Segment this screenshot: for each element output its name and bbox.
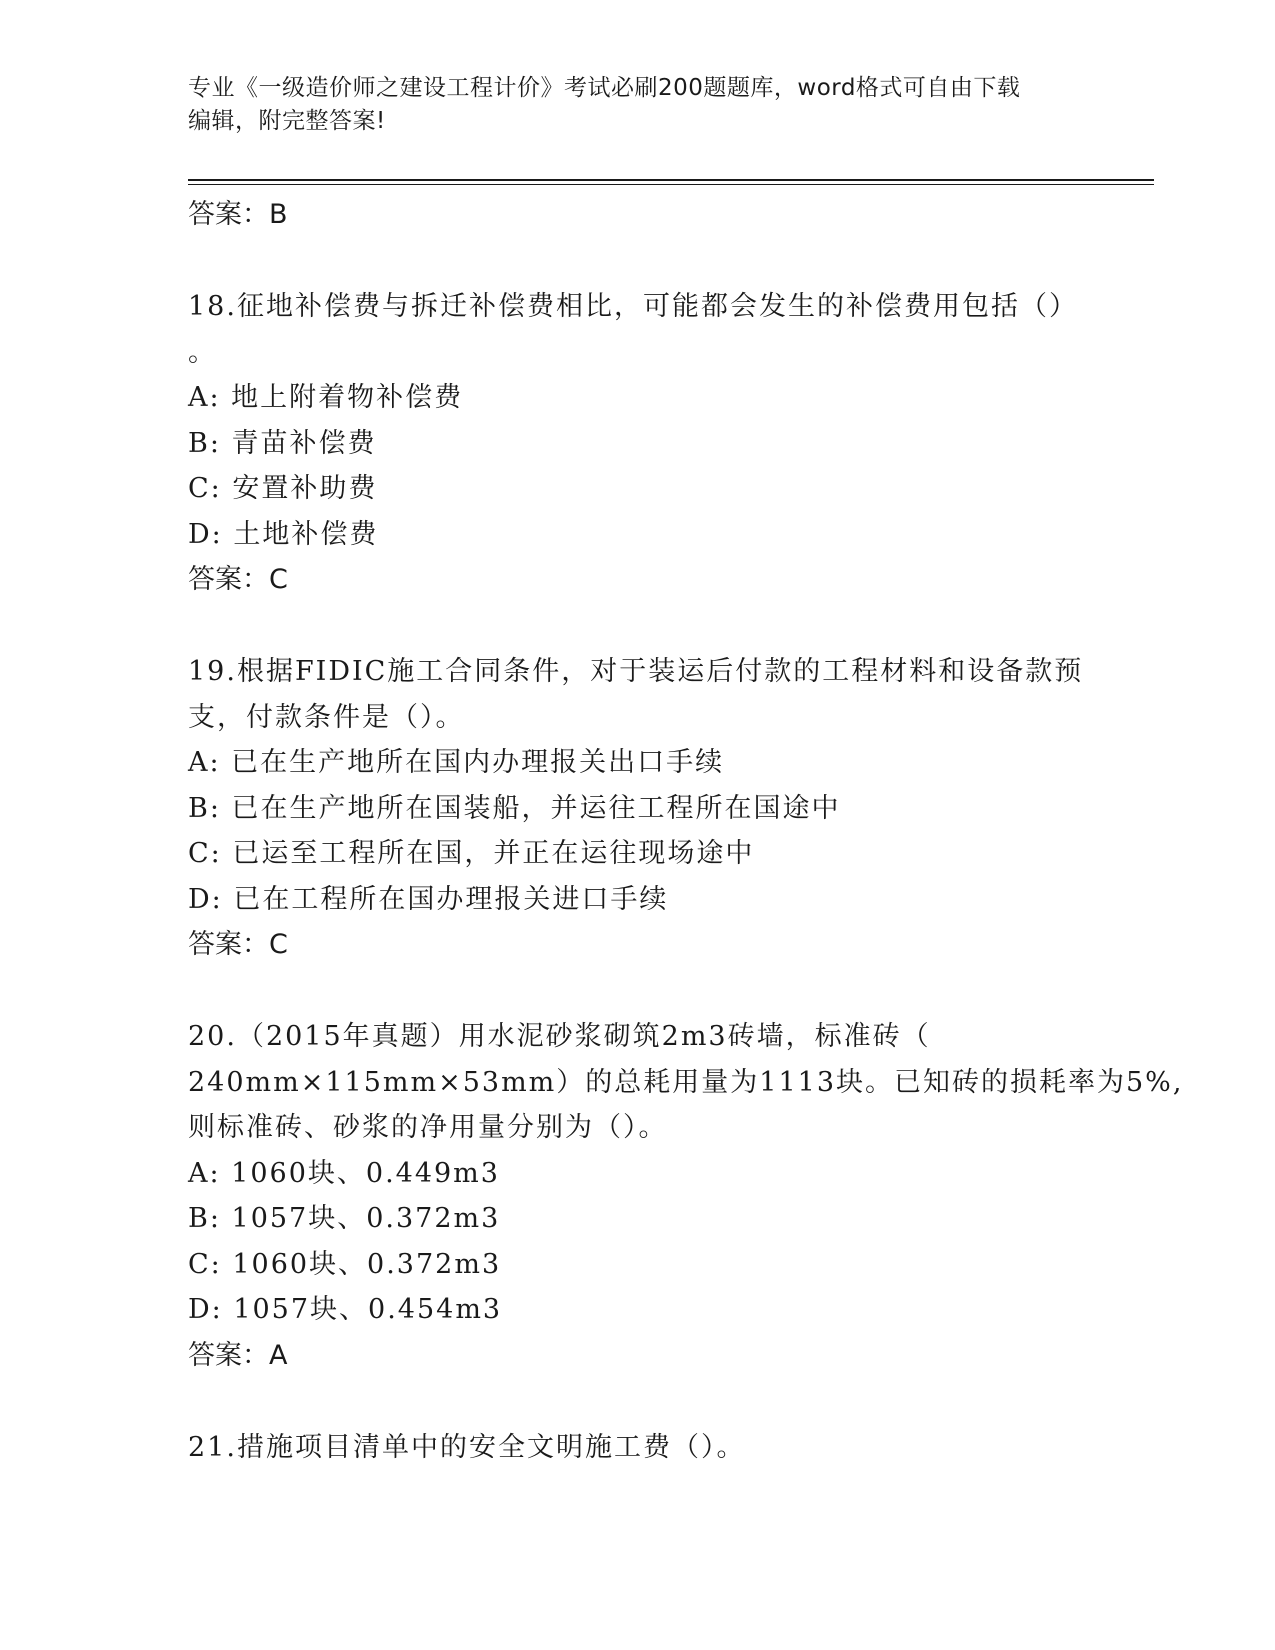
question-18-stem-line-1: 18.征地补偿费与拆迁补偿费相比，可能都会发生的补偿费用包括（）	[188, 291, 1078, 322]
spacer	[188, 238, 1088, 284]
question-18	[188, 284, 1088, 603]
question-18-option-b: B: 青苗补偿费	[188, 427, 377, 459]
question-18-option-c: C: 安置补助费	[188, 473, 378, 504]
question-18-answer: 答案：C	[188, 564, 288, 595]
question-19-option-b: B: 已在生产地所在国装船，并运往工程所在国途中	[188, 792, 841, 824]
question-20-stem-line-3: 则标准砖、砂浆的净用量分别为（）。	[188, 1112, 668, 1143]
spacer	[188, 1379, 1088, 1425]
page-header	[188, 72, 1088, 138]
question-19-option-a: A: 已在生产地所在国内办理报关出口手续	[188, 747, 725, 778]
question-19-answer: 答案：C	[188, 929, 288, 960]
question-20-option-c: C: 1060块、0.372m3	[188, 1248, 502, 1280]
question-21-stem-line-1: 21.措施项目清单中的安全文明施工费（）。	[188, 1431, 746, 1463]
header-divider-thick	[188, 179, 1154, 181]
question-19-option-d: D: 已在工程所在国办理报关进口手续	[188, 883, 669, 915]
question-18-option-a: A: 地上附着物补偿费	[188, 382, 464, 413]
header-line-2: 编辑，附完整答案!	[188, 108, 386, 134]
spacer	[188, 968, 1088, 1014]
question-20-option-a: A: 1060块、0.449m3	[188, 1157, 500, 1189]
question-18-option-d: D: 土地补偿费	[188, 518, 379, 550]
question-20-answer: 答案：A	[188, 1339, 288, 1371]
question-19-option-c: C: 已运至工程所在国，并正在运往现场途中	[188, 838, 755, 869]
question-19	[188, 649, 1088, 968]
answer-17: 答案：B	[188, 199, 288, 230]
question-20-stem-line-1: 20.（2015年真题）用水泥砂浆砌筑2m3砖墙，标准砖（	[188, 1021, 931, 1052]
question-20-option-d: D: 1057块、0.454m3	[188, 1294, 503, 1325]
question-content	[188, 192, 1184, 1470]
question-18-stem-line-2: 。	[188, 336, 217, 368]
question-20-option-b: B: 1057块、0.372m3	[188, 1203, 501, 1234]
question-20-stem-line-2: 240mm×115mm×53mm）的总耗用量为1113块。已知砖的损耗率为5%,	[188, 1066, 1184, 1098]
question-19-stem-line-2: 支，付款条件是（）。	[188, 701, 465, 733]
header-line-1: 专业《一级造价师之建设工程计价》考试必刷200题题库，word格式可自由下载	[188, 75, 1021, 101]
spacer	[188, 603, 1088, 649]
question-20	[188, 1014, 1184, 1379]
question-19-stem-line-1: 19.根据FIDIC施工合同条件，对于装运后付款的工程材料和设备款预	[188, 656, 1084, 687]
header-divider-thin	[188, 184, 1154, 185]
question-21	[188, 1425, 1088, 1471]
